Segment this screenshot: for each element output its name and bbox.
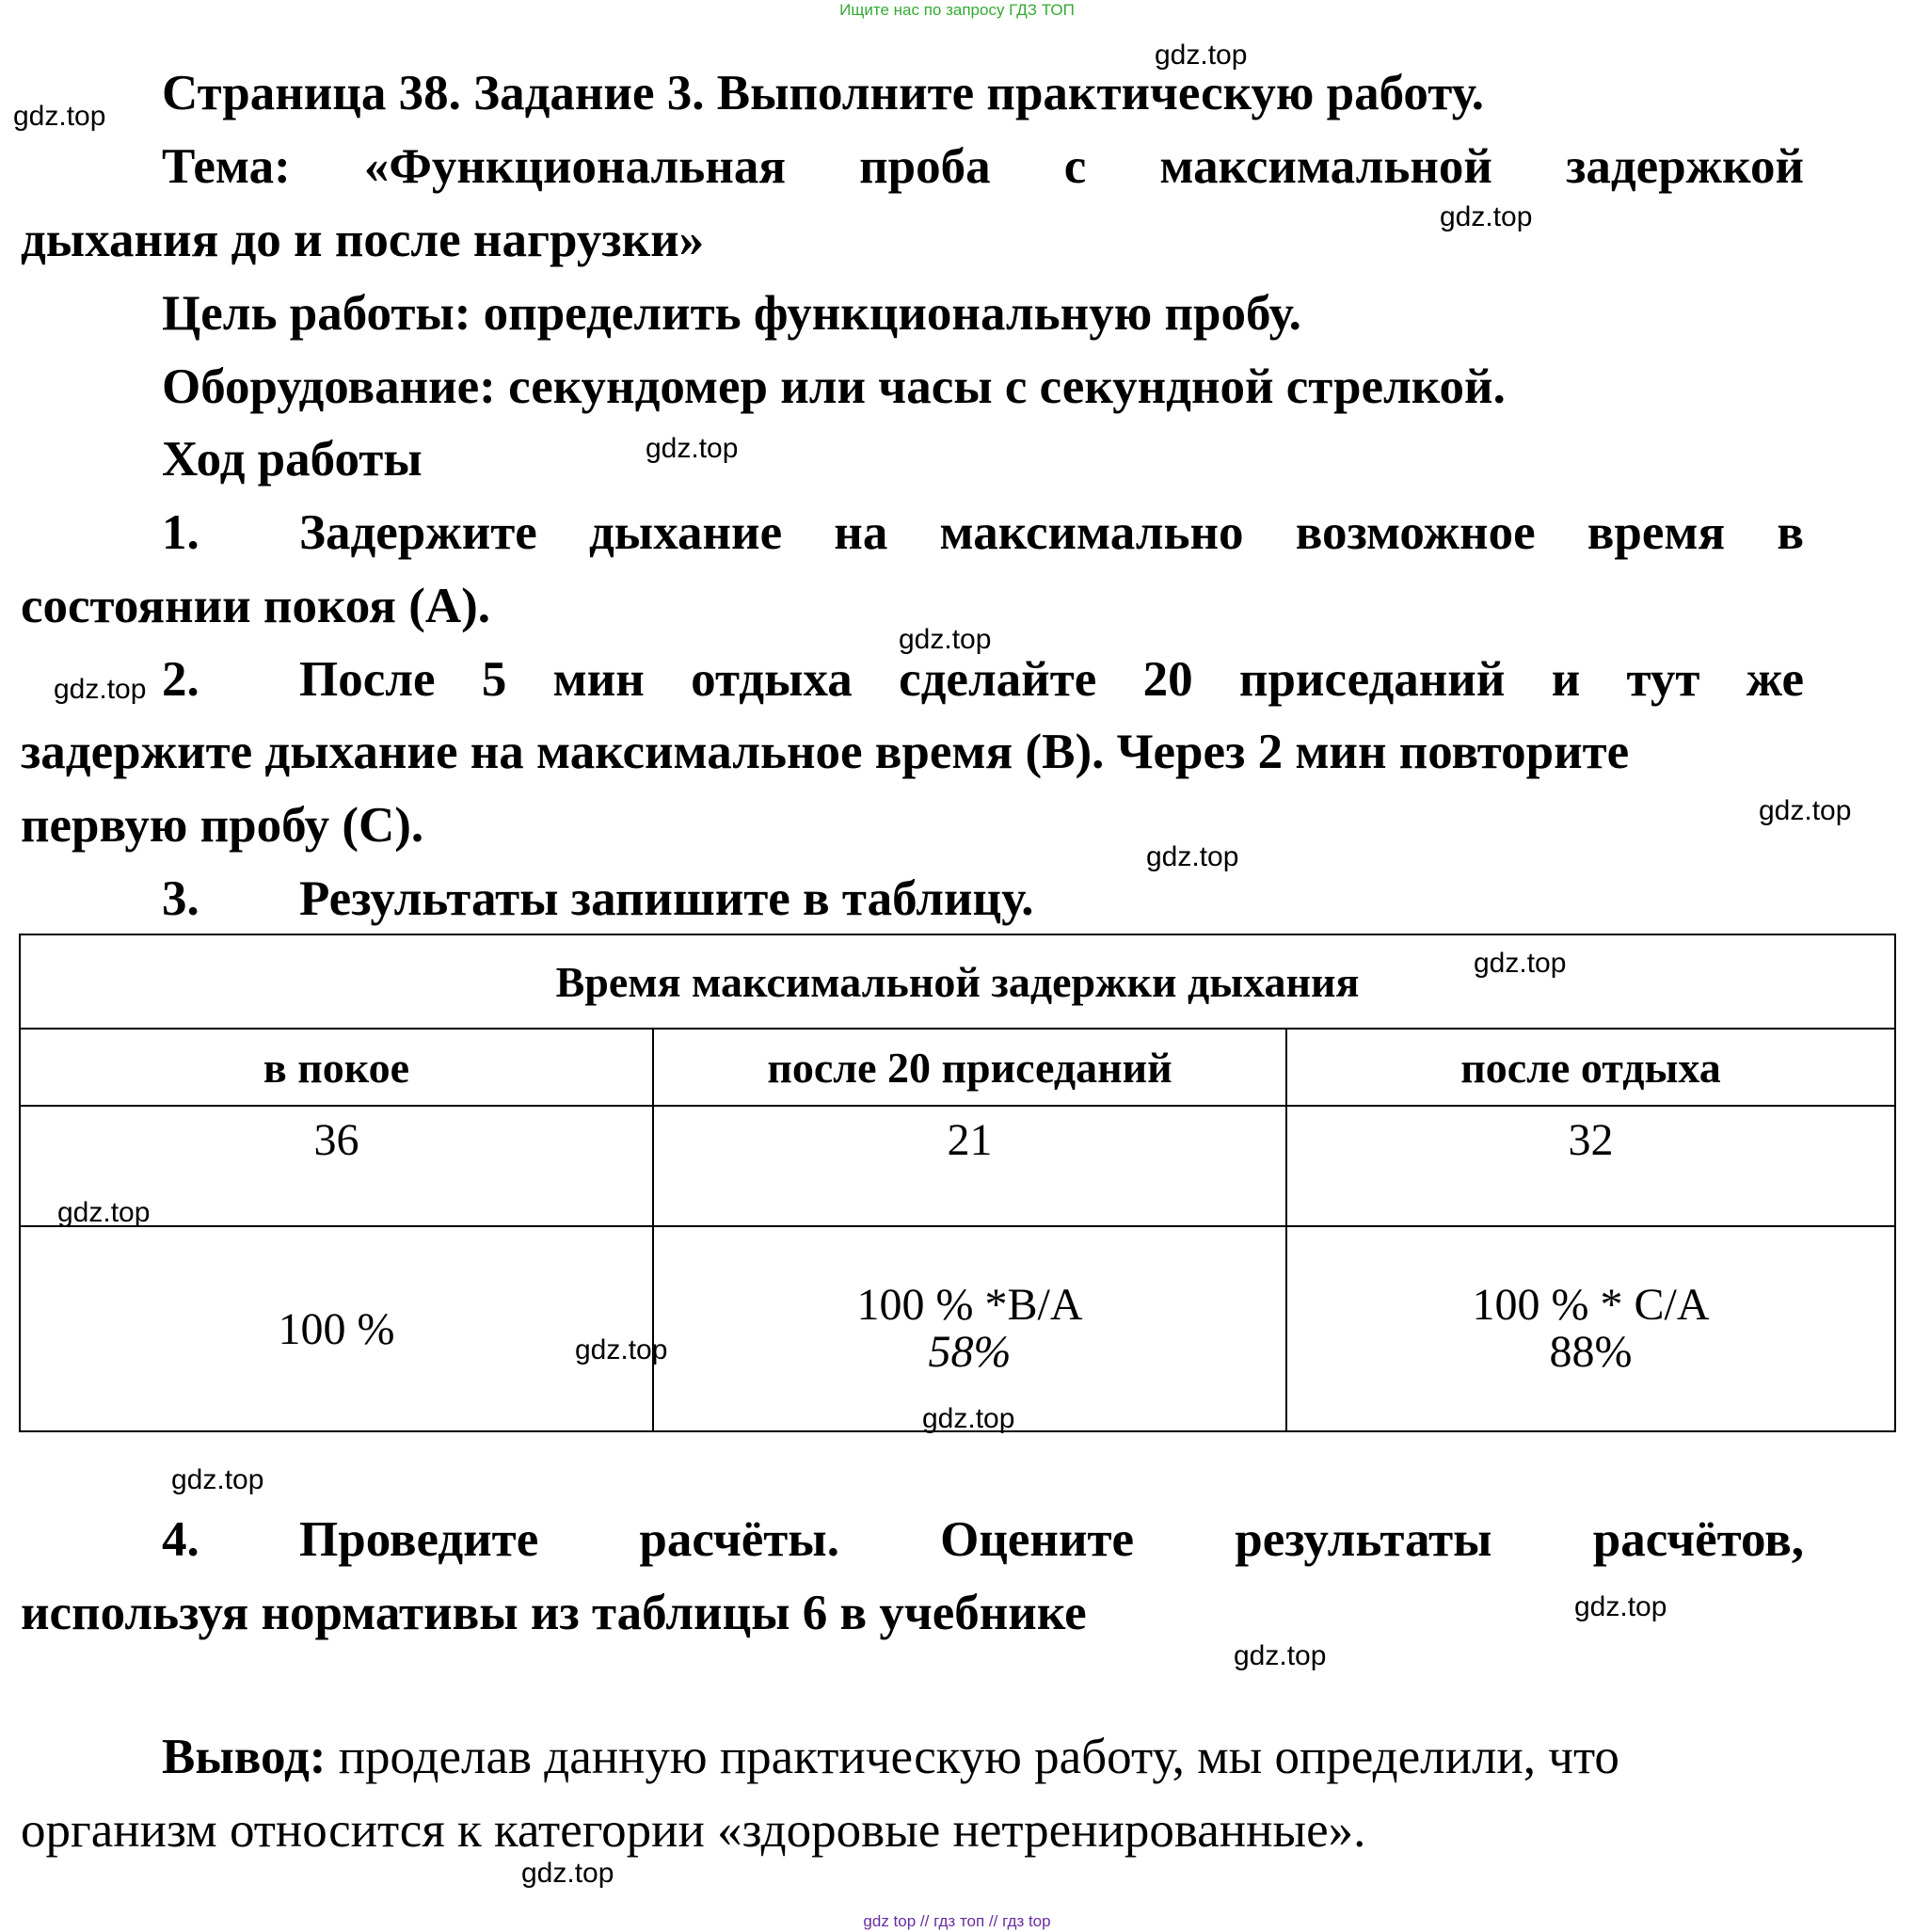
table-title: Время максимальной задержки дыхания xyxy=(20,934,1895,1029)
step-2 xyxy=(162,652,1804,707)
result-after-rest: 88% xyxy=(1549,1327,1633,1377)
conclusion-label: Вывод: xyxy=(162,1730,327,1784)
watermark: gdz.top xyxy=(1574,1591,1667,1622)
step-1 xyxy=(162,505,1804,560)
watermark: gdz.top xyxy=(1234,1640,1327,1671)
conclusion-line-1 xyxy=(162,1732,1619,1782)
watermark: gdz.top xyxy=(1155,40,1248,71)
formula-after-rest: 100 % * C/A xyxy=(1472,1279,1710,1330)
step-number: 2. xyxy=(162,652,199,707)
step-4 xyxy=(162,1512,1804,1567)
watermark: gdz.top xyxy=(521,1858,614,1889)
watermark: gdz.top xyxy=(575,1334,668,1365)
table-header-row xyxy=(20,1029,1895,1106)
step-text: Результаты запишите в таблицу. xyxy=(299,871,1034,926)
value-after-rest: 32 xyxy=(1286,1106,1895,1226)
theme-line-2: дыхания до и после нагрузки» xyxy=(21,213,705,267)
page-title: Страница 38. Задание 3. Выполните практическую работу. xyxy=(162,66,1485,120)
watermark: gdz.top xyxy=(922,1403,1015,1434)
value-after-squats: 21 xyxy=(653,1106,1286,1226)
step-number: 3. xyxy=(162,871,199,926)
watermark: gdz.top xyxy=(13,101,106,132)
theme-line-1: Тема: «Функциональная проба с максимальной задержкой xyxy=(162,139,1804,194)
watermark: gdz.top xyxy=(1146,841,1239,872)
watermark: gdz.top xyxy=(1759,795,1852,826)
conclusion-text: проделав данную практическую работу, мы определили, что xyxy=(326,1730,1619,1784)
step-text: Задержите дыхание на максимально возможное время в xyxy=(299,505,1804,560)
bottom-banner: gdz top // гдз топ // гдз top xyxy=(863,1912,1051,1930)
result-after-squats: 58% xyxy=(928,1327,1012,1377)
step-1-line-2: состоянии покоя (А). xyxy=(21,579,491,633)
header-rest: в покое xyxy=(20,1029,653,1106)
step-number: 4. xyxy=(162,1512,199,1567)
table-percent-row xyxy=(20,1226,1895,1431)
conclusion-line-2: организм относится к категории «здоровые нетренированные». xyxy=(21,1803,1366,1858)
step-3 xyxy=(162,871,1034,926)
results-table xyxy=(19,934,1896,1432)
formula-b-over-a: 100 % *B/A xyxy=(856,1279,1083,1330)
watermark: gdz.top xyxy=(1440,201,1533,232)
watermark: gdz.top xyxy=(646,433,739,464)
header-after-squats: после 20 приседаний xyxy=(653,1029,1286,1106)
table-values-row xyxy=(20,1106,1895,1226)
table-title-row xyxy=(20,934,1895,1029)
step-2-line-2: задержите дыхание на максимальное время (В). Через 2 мин повторите xyxy=(21,725,1630,779)
step-number: 1. xyxy=(162,505,199,560)
watermark: gdz.top xyxy=(171,1464,264,1495)
percent-rest: 100 % xyxy=(20,1226,653,1431)
value-rest: 36 xyxy=(20,1106,653,1226)
watermark: gdz.top xyxy=(57,1197,151,1228)
header-after-rest: после отдыха xyxy=(1286,1029,1895,1106)
watermark: gdz.top xyxy=(1474,948,1567,979)
watermark: gdz.top xyxy=(54,674,147,705)
equipment-text: Оборудование: секундомер или часы с секундной стрелкой. xyxy=(162,359,1506,414)
watermark: gdz.top xyxy=(899,624,992,655)
step-text: После 5 мин отдыха сделайте 20 приседаний и тут же xyxy=(299,652,1804,707)
percent-after-squats xyxy=(653,1226,1286,1434)
step-2-line-3: первую пробу (С). xyxy=(21,798,424,853)
top-banner: Ищите нас по запросу ГДЗ ТОП xyxy=(839,1,1075,19)
goal-text: Цель работы: определить функциональную пробу. xyxy=(162,286,1301,341)
percent-after-rest xyxy=(1286,1226,1895,1431)
procedure-heading: Ход работы xyxy=(162,432,423,487)
step-text: Проведите расчёты. Оцените результаты расчётов, xyxy=(299,1512,1804,1567)
step-4-line-2: используя нормативы из таблицы 6 в учебнике xyxy=(21,1586,1087,1640)
formula-after-squats xyxy=(654,1279,1285,1330)
